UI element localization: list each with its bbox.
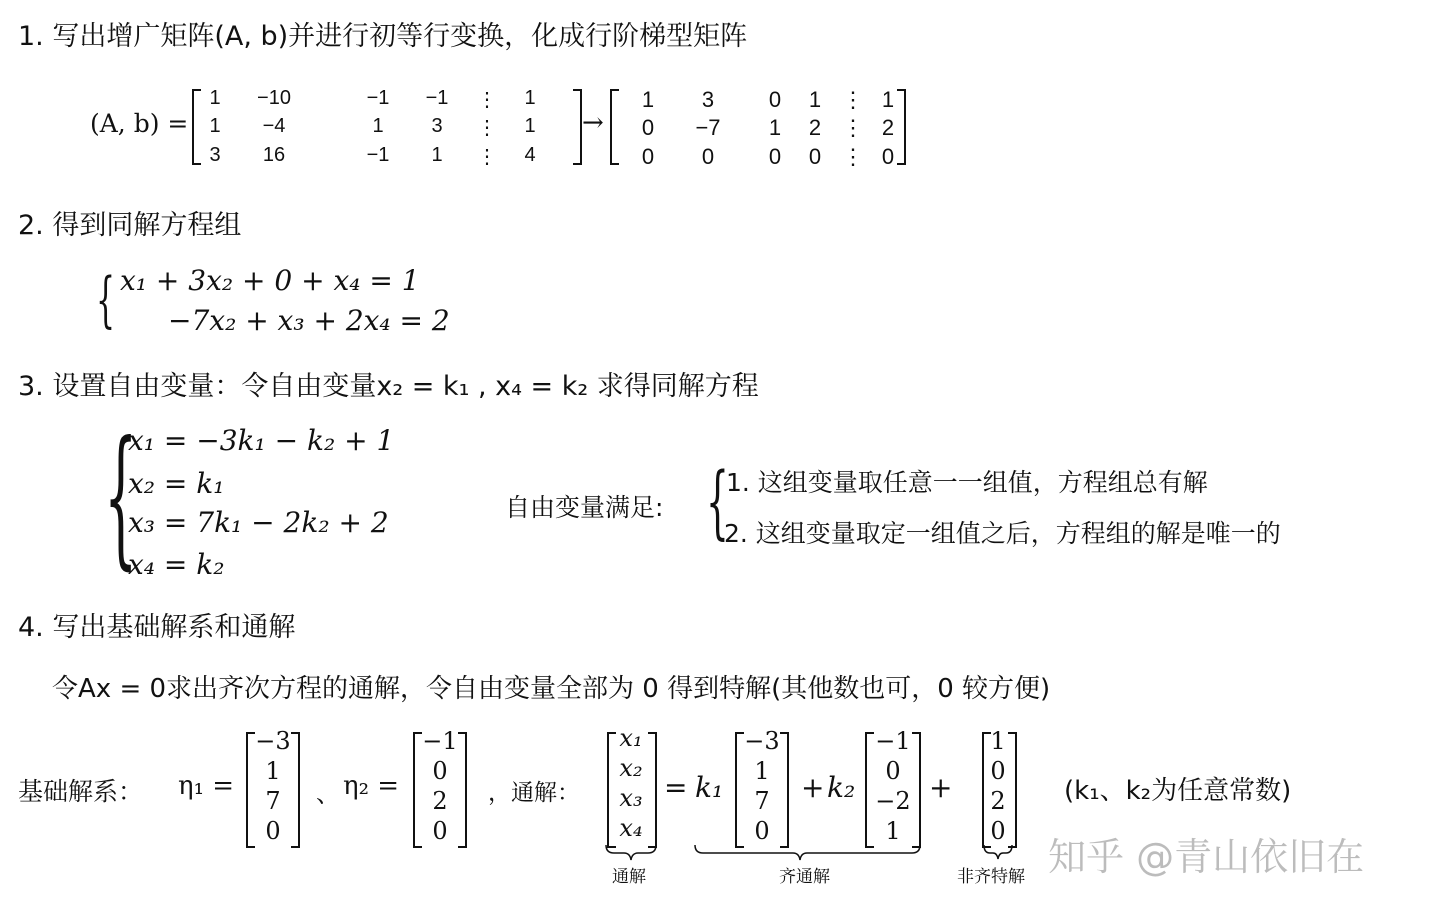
rightMatrix-cell-r0c4: ⋮ [842,87,864,112]
rightMatrix-cell-r2c1: 0 [701,144,715,169]
solution-brace: { [104,410,138,584]
condition-2: 2. 这组变量取定一组值之后，方程组的解是唯一的 [724,519,1281,548]
free-variable-label: 自由变量满足: [505,493,664,522]
rightMatrix-cell-r2c0: 0 [641,144,655,169]
v1-entry-0: −3 [744,727,780,755]
transform-arrow: → [582,108,604,138]
underbrace-general [606,845,656,860]
eta1-entry-2: 7 [265,787,281,815]
condition-1: 1. 这组变量取任意一一组值，方程组总有解 [726,468,1208,497]
v1-entry-3: 0 [754,817,770,845]
leftMatrix-cell-r0c3: −1 [425,87,449,109]
system-brace: { [96,265,116,335]
leftMatrix-cell-r1c5: 1 [524,115,536,137]
k2-coefficient: k₂ [827,771,856,804]
leftMatrix-cell-r0c0: 1 [209,87,221,109]
system-eq2: −7x₂ + x₃ + 2x₄ = 2 [168,304,450,337]
brace-label-general: 通解 [612,867,646,887]
rightMatrix-cell-r2c3: 0 [808,144,822,169]
leftMatrix-cell-r0c4: ⋮ [477,89,497,111]
brace-label-homogeneous: 齐通解 [779,867,830,887]
leftMatrix-cell-r2c3: 1 [431,144,443,166]
rightMatrix-cell-r1c0: 0 [641,115,655,140]
rightMatrix-cell-r2c5: 0 [881,144,895,169]
pvec-entry-1: 0 [990,757,1006,785]
leftMatrix-cell-r2c4: ⋮ [477,146,497,168]
eta1-label: η₁ = [178,771,235,801]
leftMatrix-cell-r1c2: 1 [372,115,384,137]
augmented-matrix-label: (A, b) = [90,109,189,138]
leftMatrix-cell-r1c0: 1 [209,115,221,137]
equals-sign: = [664,771,688,804]
rightMatrix-cell-r1c1: −7 [695,115,721,140]
step4-heading: 4. 写出基础解系和通解 [18,612,296,643]
leftMatrix-cell-r1c3: 3 [431,115,443,137]
leftMatrix-cell-r2c5: 4 [524,144,536,166]
eta2-label: η₂ = [343,771,400,801]
rightMatrix-cell-r1c4: ⋮ [842,115,864,140]
v2-entry-0: −1 [875,727,911,755]
rightMatrix-cell-r2c4: ⋮ [842,144,864,169]
eta1-entry-0: −3 [255,727,291,755]
k1-coefficient: k₁ [695,771,724,804]
v2-entry-3: 1 [885,817,901,845]
rightMatrix-cell-r1c2: 1 [768,115,782,140]
eta1-entry-3: 0 [265,817,281,845]
rightMatrix-cell-r0c0: 1 [641,87,655,112]
rightMatrix-cell-r0c1: 3 [701,87,715,112]
solution-eq2: x₂ = k₁ [128,467,225,500]
rightMatrix-cell-r0c3: 1 [808,87,822,112]
leftMatrix-cell-r1c1: −4 [262,115,286,137]
watermark: 知乎 @青山依旧在 [1048,835,1365,879]
leftMatrix-cell-r0c2: −1 [366,87,390,109]
step3-heading: 3. 设置自由变量：令自由变量x₂ = k₁ , x₄ = k₂ 求得同解方程 [18,371,759,402]
step1-heading: 1. 写出增广矩阵(A, b)并进行初等行变换，化成行阶梯型矩阵 [18,21,748,52]
leftMatrix-cell-r0c1: −10 [257,87,291,109]
xvec-entry-2: x₃ [619,784,643,812]
rightMatrix-cell-r0c5: 1 [881,87,895,112]
leftMatrix-cell-r2c2: −1 [366,144,390,166]
v2-entry-1: 0 [885,757,901,785]
eta2-entry-3: 0 [432,817,448,845]
xvec-entry-3: x₄ [619,814,643,842]
basis-separator: 、 [316,780,340,808]
rightMatrix-cell-r2c2: 0 [768,144,782,169]
rightMatrix-cell-r1c5: 2 [881,115,895,140]
pvec-entry-0: 1 [990,727,1006,755]
eta1-entry-1: 1 [265,757,281,785]
constants-note: (k₁、k₂为任意常数) [1064,776,1292,806]
basis-label: 基础解系： [18,777,144,806]
solution-eq4: x₄ = k₂ [128,548,225,581]
leftMatrix-cell-r2c0: 3 [209,144,221,166]
step4-note: 令Ax = 0求出齐次方程的通解，令自由变量全部为 0 得到特解(其他数也可，0 较方便) [52,674,1051,704]
pvec-entry-3: 0 [990,817,1006,845]
underbrace-particular [984,845,1012,859]
plus-sign-1: + [801,771,825,804]
leftMatrix-cell-r0c5: 1 [524,87,536,109]
eta2-entry-0: −1 [422,727,458,755]
rightMatrix-cell-r0c2: 0 [768,87,782,112]
rightMatrix-cell-r1c3: 2 [808,115,822,140]
solution-eq1: x₁ = −3k₁ − k₂ + 1 [128,424,395,457]
pvec-entry-2: 2 [990,787,1006,815]
conditions-brace: { [706,455,729,548]
plus-sign-2: + [929,771,953,804]
underbrace-homogeneous [695,845,920,860]
system-eq1: x₁ + 3x₂ + 0 + x₄ = 1 [120,264,420,297]
xvec-entry-1: x₂ [619,754,643,782]
leftMatrix-cell-r1c4: ⋮ [477,117,497,139]
v2-entry-2: −2 [875,787,911,815]
eta2-entry-2: 2 [432,787,448,815]
v1-entry-1: 1 [754,757,770,785]
v1-entry-2: 7 [754,787,770,815]
brace-label-particular: 非齐特解 [957,867,1025,887]
leftMatrix-cell-r2c1: 16 [262,144,286,166]
step2-heading: 2. 得到同解方程组 [18,210,242,241]
xvec-entry-0: x₁ [619,724,643,752]
solution-eq3: x₃ = 7k₁ − 2k₂ + 2 [128,506,389,539]
eta2-entry-1: 0 [432,757,448,785]
general-solution-label: ，通解： [488,780,580,806]
